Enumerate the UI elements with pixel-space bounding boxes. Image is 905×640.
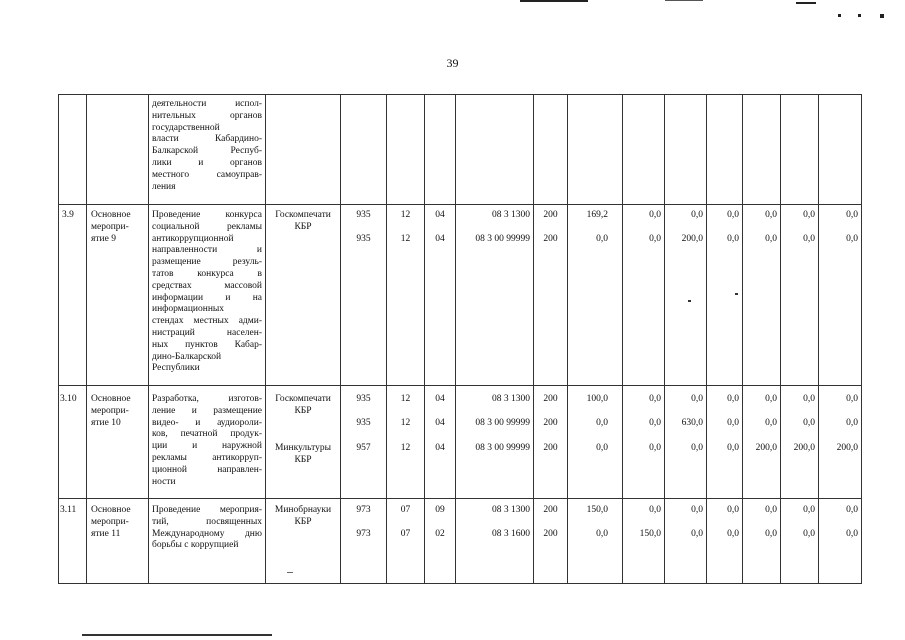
text-line: Основное (91, 394, 131, 404)
value-cell: 0,0 (649, 394, 661, 404)
value-cell: 0,0 (649, 210, 661, 220)
value-cell: 200,0 (793, 443, 815, 453)
rz-cell: 07 (400, 529, 411, 539)
value-cell: 0,0 (803, 418, 815, 428)
text-line: размещение резуль- (152, 257, 262, 268)
csr-cell: 08 3 1600 (492, 529, 530, 539)
value-cell: 100,0 (586, 394, 608, 404)
value-cell: 0,0 (803, 529, 815, 539)
text-line: Проведение мероприя- (152, 505, 262, 515)
text-line: ционной направлен- (152, 464, 262, 475)
rz-cell: 12 (400, 418, 411, 428)
text-line: тий, посвященных (152, 516, 262, 527)
value-cell: 0,0 (727, 443, 739, 453)
executor (266, 505, 340, 529)
text-line: антикоррупционной (152, 233, 234, 244)
pr-cell: 04 (435, 443, 445, 453)
value-cell: 0,0 (727, 210, 739, 220)
executor (266, 394, 340, 418)
csr-cell: 08 3 1300 (492, 394, 530, 404)
row-number: 3.11 (60, 505, 77, 515)
pr-cell: 04 (435, 210, 445, 220)
value-cell: 0,0 (596, 234, 608, 244)
pr-cell: 09 (435, 505, 445, 515)
grbs-cell: 935 (356, 210, 371, 220)
value-cell: 0,0 (649, 418, 661, 428)
value-cell: 0,0 (691, 210, 703, 220)
text-line: средствах массовой (152, 280, 262, 291)
text-line: Основное (91, 505, 131, 515)
value-cell: 0,0 (803, 394, 815, 404)
executor (266, 443, 340, 467)
description-cell (152, 210, 262, 375)
vr-cell: 200 (543, 443, 558, 453)
description-cell (152, 505, 262, 552)
text-line: Госкомпечати (275, 394, 331, 404)
value-cell: 0,0 (846, 210, 858, 220)
scan-artifact-line (796, 2, 816, 4)
vr-cell: 200 (543, 418, 558, 428)
scan-artifact-dot (688, 300, 691, 302)
rz-cell: 12 (400, 210, 411, 220)
text-line: дино-Балкарской (152, 351, 222, 362)
value-cell: 0,0 (727, 505, 739, 515)
text-line: татов конкурса в (152, 268, 262, 279)
rz-cell: 12 (400, 443, 411, 453)
text-line: информации и на (152, 292, 262, 303)
description-cell (152, 99, 262, 193)
value-cell: 630,0 (681, 418, 703, 428)
value-cell: 0,0 (765, 529, 777, 539)
csr-cell: 08 3 1300 (492, 505, 530, 515)
text-line: Основное (91, 210, 131, 220)
text-line: ятие 9 (91, 233, 116, 244)
rz-cell: 12 (400, 394, 411, 404)
grbs-cell: 935 (356, 234, 371, 244)
rz-cell: 07 (400, 505, 411, 515)
grbs-cell: 935 (356, 418, 371, 428)
text-line: нистраций населен- (152, 327, 262, 338)
value-cell: 0,0 (727, 234, 739, 244)
value-cell: 200,0 (755, 443, 777, 453)
scan-artifact-dot (287, 572, 293, 573)
value-cell: 0,0 (803, 234, 815, 244)
scan-artifact-line (520, 0, 588, 2)
text-line: ятие 11 (91, 528, 121, 539)
value-cell: 0,0 (691, 505, 703, 515)
text-line: ятие 10 (91, 417, 121, 428)
value-cell: 0,0 (846, 234, 858, 244)
value-cell: 0,0 (765, 418, 777, 428)
grbs-cell: 973 (356, 529, 371, 539)
text-line: деятельности испол- (152, 99, 262, 109)
pr-cell: 04 (435, 234, 445, 244)
text-line: ление и размещение (152, 405, 262, 416)
text-line: КБР (294, 405, 312, 416)
vr-cell: 200 (543, 394, 558, 404)
text-line: социальной рекламы (152, 221, 262, 232)
csr-cell: 08 3 00 99999 (475, 443, 530, 453)
vr-cell: 200 (543, 505, 558, 515)
text-line: Госкомпечати (275, 210, 331, 220)
scan-artifact-dot (858, 14, 861, 17)
scan-artifact-dot (880, 14, 884, 18)
text-line: ции и наружной (152, 441, 262, 452)
value-cell: 0,0 (649, 443, 661, 453)
description-cell (152, 394, 262, 488)
value-cell: 0,0 (596, 529, 608, 539)
csr-cell: 08 3 00 99999 (475, 234, 530, 244)
value-cell: 0,0 (765, 505, 777, 515)
text-line: борьбы с коррупцией (152, 540, 239, 551)
csr-cell: 08 3 00 99999 (475, 418, 530, 428)
text-line: ков, печатной продук- (152, 429, 262, 440)
text-line: направленности и (152, 245, 262, 256)
value-cell: 169,2 (586, 210, 608, 220)
row-number: 3.9 (62, 210, 74, 220)
value-cell: 0,0 (691, 529, 703, 539)
vr-cell: 200 (543, 210, 558, 220)
text-line: Минкультуры (274, 443, 332, 453)
scan-artifact-dot (735, 293, 738, 295)
grbs-cell: 935 (356, 394, 371, 404)
text-line: меропри- (91, 516, 129, 527)
text-line: КБР (294, 454, 312, 465)
row-type (91, 210, 131, 245)
value-cell: 0,0 (727, 394, 739, 404)
value-cell: 0,0 (649, 505, 661, 515)
text-line: Международному дню (152, 528, 262, 539)
text-line: меропри- (91, 405, 129, 416)
text-line: государственной (152, 122, 220, 133)
scan-artifact-line (665, 0, 703, 1)
text-line: информационных (152, 304, 225, 315)
text-line: стендах местных адми- (152, 316, 262, 327)
text-line: меропри- (91, 221, 129, 232)
pr-cell: 02 (435, 529, 445, 539)
text-line: рекламы антикорруп- (152, 452, 262, 463)
text-line: ности (152, 476, 176, 487)
value-cell: 150,0 (586, 505, 608, 515)
value-cell: 0,0 (846, 505, 858, 515)
value-cell: 0,0 (596, 418, 608, 428)
grbs-cell: 973 (356, 505, 371, 515)
value-cell: 200,0 (836, 443, 858, 453)
footnote-rule (82, 634, 272, 636)
scan-artifact-dot (838, 14, 841, 17)
value-cell: 0,0 (727, 418, 739, 428)
text-line: Балкарской Респуб- (152, 146, 262, 157)
pr-cell: 04 (435, 418, 445, 428)
value-cell: 0,0 (846, 529, 858, 539)
text-line: Минобрнауки (274, 505, 332, 515)
text-line: местного самоуправ- (152, 169, 262, 180)
pr-cell: 04 (435, 394, 445, 404)
value-cell: 0,0 (803, 505, 815, 515)
page-number: 39 (446, 56, 459, 70)
text-line: Республики (152, 363, 200, 374)
value-cell: 0,0 (846, 418, 858, 428)
value-cell: 0,0 (691, 394, 703, 404)
row-type (91, 505, 131, 540)
value-cell: 0,0 (727, 529, 739, 539)
text-line: власти Кабардино- (152, 134, 262, 145)
value-cell: 0,0 (596, 443, 608, 453)
executor (266, 210, 340, 234)
grbs-cell: 957 (356, 443, 371, 453)
value-cell: 0,0 (765, 234, 777, 244)
text-line: нительных органов (152, 110, 262, 121)
text-line: КБР (294, 221, 312, 232)
text-line: Разработка, изготов- (152, 394, 262, 404)
text-line: ных пунктов Кабар- (152, 339, 262, 350)
value-cell: 0,0 (765, 210, 777, 220)
value-cell: 150,0 (639, 529, 661, 539)
value-cell: 0,0 (691, 443, 703, 453)
text-line: КБР (294, 516, 312, 527)
value-cell: 0,0 (765, 394, 777, 404)
text-line: видео- и аудиороли- (152, 417, 262, 428)
value-cell: 0,0 (803, 210, 815, 220)
vr-cell: 200 (543, 234, 558, 244)
value-cell: 200,0 (681, 234, 703, 244)
row-number: 3.10 (60, 394, 77, 404)
text-line: ления (152, 181, 176, 192)
row-type (91, 394, 131, 429)
rz-cell: 12 (400, 234, 411, 244)
csr-cell: 08 3 1300 (492, 210, 530, 220)
vr-cell: 200 (543, 529, 558, 539)
value-cell: 0,0 (846, 394, 858, 404)
text-line: лики и органов (152, 157, 262, 168)
value-cell: 0,0 (649, 234, 661, 244)
text-line: Проведение конкурса (152, 210, 262, 220)
